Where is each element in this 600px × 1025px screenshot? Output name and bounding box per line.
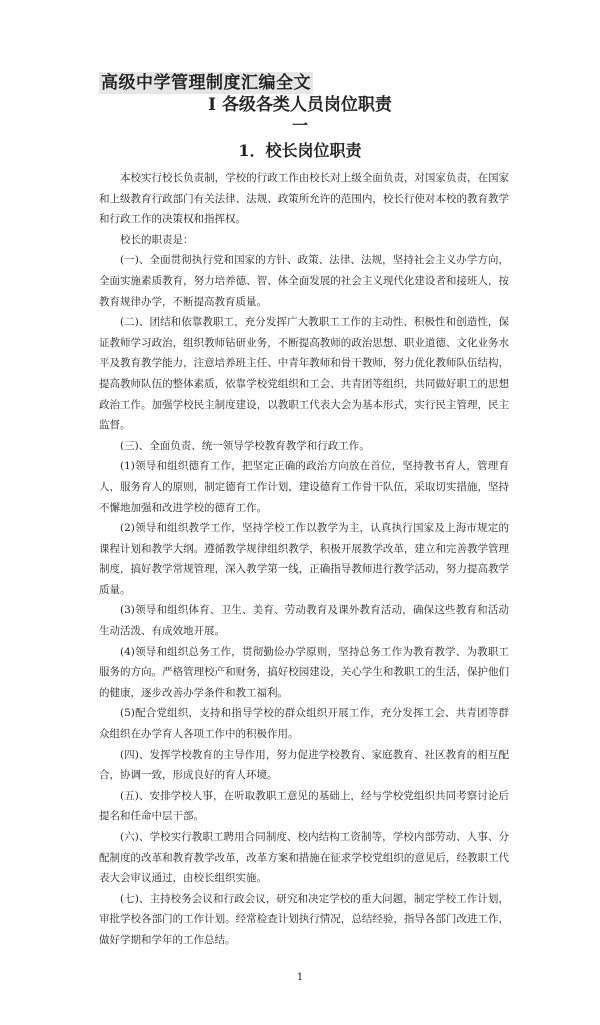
paragraph: (2)领导和组织教学工作，坚持学校工作以教学为主，认真执行国家及上海市规定的课程计划和教学大纲。遵循教学规律组织教学，积极开展教学改革，建立和完善教学管理制度，搞好教学常规管理，深入教学第一线，正确指导教师进行教学活动，努力提高教学质量。	[99, 522, 509, 596]
page-number: 1	[296, 971, 304, 983]
paragraph: (3)领导和组织体育、卫生、美育、劳动教育及课外教育活动，确保这些教育和活动生动活泼、有成效地开展。	[99, 604, 509, 638]
paragraph: (六)、学校实行教职工聘用合同制度、校内结构工资制等，学校内部劳动、人事、分配制度的改革和教育教学改革，改革方案和措施在征求学校党组织的意见后，经教职工代表大会审议通过，由校长组织实施。	[99, 831, 509, 885]
paragraph: (一)、全面贯彻执行党和国家的方针、政策、法律、法规，坚持社会主义办学方向，全面实施素质教育，努力培养德、智、体全面发展的社会主义现代化建设者和接班人，按教育规律办学，不断提高教育质量。	[99, 254, 509, 308]
paragraph: (1)领导和组织德育工作，把坚定正确的政治方向放在首位，坚持教书育人，管理育人，服务育人的原则，制定德育工作计划，建设德育工作骨干队伍，采取切实措施，坚持不懈地加强和改进学校的德育工作。	[99, 460, 509, 514]
chapter-subtitle: 一	[291, 116, 308, 135]
chapter-title: Ⅰ 各级各类人员岗位职责	[208, 95, 392, 115]
paragraph: 本校实行校长负责制，学校的行政工作由校长对上级全面负责，对国家负责，在国家和上级教育行政部门有关法律、法规、政策所允许的范围内，校长行使对本校的教育教学和行政工作的决策权和指挥权。	[99, 172, 509, 226]
paragraph: 校长的职责是：	[120, 233, 194, 246]
document-title: 高级中学管理制度汇编全文	[101, 73, 311, 93]
document-body	[99, 168, 509, 951]
paragraph: (二)、团结和依靠教职工，充分发挥广大教职工工作的主动性、积极性和创造性，保证教师学习政治，组织教师钻研业务，不断提高教师的政治思想、职业道德、文化业务水平及教育教学能力，注意培养班主任、中青年教师和骨干教师，努力优化教师队伍结构，提高教师队伍的整体素质，依靠学校党组织和工会、共青团等组织，共同做好职工的思想政治工作。加强学校民主制度建设，以教职工代表大会为基本形式，实行民主管理，民主监督。	[99, 316, 509, 432]
paragraph: (七)、主持校务会议和行政会议，研究和决定学校的重大问题，制定学校工作计划，审批学校各部门的工作计划。经常检查计划执行情况，总结经验，指导各部门改进工作，做好学期和学年的工作总结。	[99, 892, 509, 946]
paragraph: (四)、发挥学校教育的主导作用，努力促进学校教育、家庭教育、社区教育的相互配合，协调一致，形成良好的育人环境。	[99, 748, 509, 782]
paragraph: (4)领导和组织总务工作，贯彻勤俭办学原则，坚持总务工作为教育教学、为教职工服务的方向。严格管理校产和财务，搞好校园建设，关心学生和教职工的生活，保护他们的健康，逐步改善办学条件和教工福利。	[99, 645, 509, 699]
paragraph: (五)、安排学校人事，在听取教职工意见的基础上，经与学校党组织共同考察讨论后提名和任命中层干部。	[99, 789, 509, 823]
section-title: 1．校长岗位职责	[238, 141, 362, 160]
paragraph: (三)、全面负责、统一领导学校教育教学和行政工作。	[120, 439, 370, 452]
paragraph: (5)配合党组织，支持和指导学校的群众组织开展工作，充分发挥工会、共青团等群众组织在办学育人各项工作中的积极作用。	[99, 707, 509, 741]
